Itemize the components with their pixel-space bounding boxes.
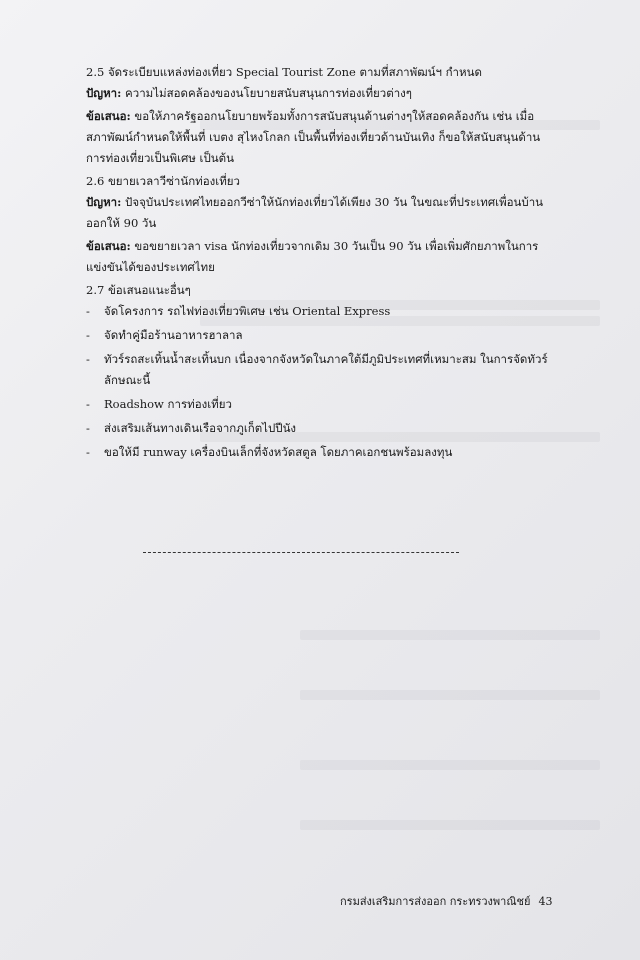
bullet-dash: -	[86, 328, 90, 342]
section-heading-2-7: 2.7 ข้อเสนอแนะอื่นๆ	[86, 283, 191, 297]
list-item	[86, 394, 556, 415]
problem-text: ความไม่สอดคล้องของนโยบายสนับสนุนการท่องเที่ยวต่างๆ	[121, 86, 412, 100]
bleed-through-mark	[300, 630, 600, 640]
bleed-through-mark	[300, 820, 600, 830]
suggestion-paragraph-2-5	[86, 106, 556, 169]
footer-department-text: กรมส่งเสริมการส่งออก กระทรวงพาณิชย์	[340, 895, 531, 908]
dashed-divider	[143, 552, 459, 553]
suggestion-paragraph-2-6	[86, 236, 556, 278]
bullet-dash: -	[86, 397, 90, 411]
list-item	[86, 349, 556, 391]
list-item-text: ทัวร์รถสะเทิ้นน้ำสะเทิ้นบก เนื่องจากจังหวัดในภาคใต้มีภูมิประเทศที่เหมาะสม ในการจัดทัวร์ลักษณะนี้	[104, 352, 548, 387]
list-item-text: จัดทำคู่มือร้านอาหารฮาลาล	[104, 328, 243, 342]
bullet-dash: -	[86, 352, 90, 366]
list-item	[86, 442, 556, 463]
list-item	[86, 325, 556, 346]
suggestion-text: ขอให้ภาครัฐออกนโยบายพร้อมทั้งการสนับสนุนด้านต่างๆให้สอดคล้องกัน เช่น เมื่อสภาพัฒน์กำหนดให้พื้นที่ เบตง สุไหงโกลก เป็นพื้นที่ท่องเที่ยวด้านบันเทิง ก็ขอให้สนับสนุนด้านการท่องเที่ยวเป็นพิเศษ เป็นต้น	[86, 109, 541, 165]
list-item-text: ขอให้มี runway เครื่องบินเล็กที่จังหวัดสตูล โดยภาคเอกชนพร้อมลงทุน	[104, 445, 453, 459]
list-item-text: จัดโครงการ รถไฟท่องเที่ยวพิเศษ เช่น Oriental Express	[104, 304, 391, 318]
bleed-through-mark	[300, 690, 600, 700]
suggestion-text: ขอขยายเวลา visa นักท่องเที่ยวจากเดิม 30 วันเป็น 90 วัน เพื่อเพิ่มศักยภาพในการแข่งขันได้ของประเทศไทย	[86, 239, 539, 274]
problem-label: ปัญหา:	[86, 195, 122, 209]
list-item-text: Roadshow การท่องเที่ยว	[104, 397, 232, 411]
bleed-through-mark	[300, 760, 600, 770]
page-footer	[340, 892, 552, 910]
bullet-dash: -	[86, 445, 90, 459]
problem-paragraph-2-5	[86, 83, 556, 104]
bullet-dash: -	[86, 421, 90, 435]
suggestion-label: ข้อเสนอ:	[86, 239, 131, 253]
section-heading-2-5: 2.5 จัดระเบียบแหล่งท่องเที่ยว Special Tourist Zone ตามที่สภาพัฒน์ฯ กำหนด	[86, 65, 482, 79]
problem-text: ปัจจุบันประเทศไทยออกวีซ่าให้นักท่องเที่ยวได้เพียง 30 วัน ในขณะที่ประเทศเพื่อนบ้านออกให้ 90 วัน	[86, 195, 544, 230]
bullet-dash: -	[86, 304, 90, 318]
section-heading-2-6: 2.6 ขยายเวลาวีซ่านักท่องเที่ยว	[86, 174, 240, 188]
list-item	[86, 301, 556, 322]
problem-paragraph-2-6	[86, 192, 556, 234]
page-number: 43	[538, 895, 553, 908]
suggestion-label: ข้อเสนอ:	[86, 109, 131, 123]
recommendation-list	[86, 301, 556, 463]
list-item	[86, 418, 556, 439]
list-item-text: ส่งเสริมเส้นทางเดินเรือจากภูเก็ตไปปีนัง	[104, 421, 297, 435]
document-body	[86, 62, 556, 466]
problem-label: ปัญหา:	[86, 86, 122, 100]
